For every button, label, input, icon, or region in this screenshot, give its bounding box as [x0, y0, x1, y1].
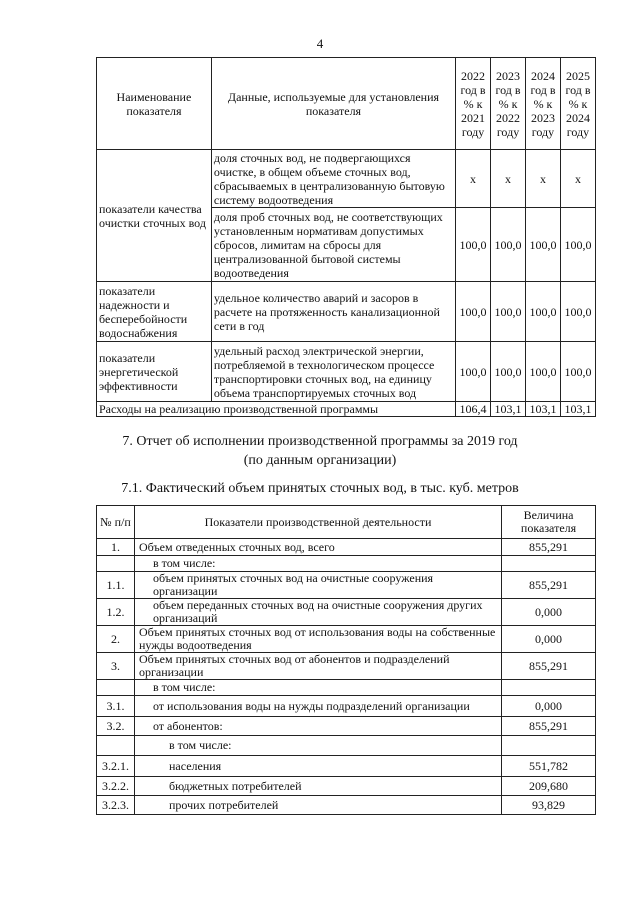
row-number: 3. [97, 653, 135, 680]
header-indicator: Показатели производственной деятельности [134, 506, 501, 539]
row-value: 100,0 [526, 208, 561, 282]
wastewater-volume-table [96, 505, 596, 815]
row-number: 3.2.1. [97, 756, 135, 777]
row-value: х [456, 150, 491, 208]
row-number: 3.1. [97, 696, 135, 717]
header-2023: 2023 год в % к 2022 году [491, 58, 526, 150]
group-name: показатели энергетической эффективности [97, 342, 212, 402]
row-indicator: Объем принятых сточных вод от абонентов и подразделений организации [134, 653, 501, 680]
total-label: Расходы на реализацию производственной программы [97, 402, 456, 417]
row-number: 3.2. [97, 717, 135, 736]
row-value: 551,782 [502, 756, 596, 777]
row-number [97, 680, 135, 696]
header-number: № п/п [97, 506, 135, 539]
table-row [97, 539, 596, 556]
row-indicator: Объем отведенных сточных вод, всего [134, 539, 501, 556]
row-number [97, 736, 135, 756]
table-row [97, 626, 596, 653]
performance-indicators-table [96, 57, 596, 417]
row-number: 1.2. [97, 599, 135, 626]
row-value: 100,0 [526, 282, 561, 342]
row-value: 0,000 [502, 696, 596, 717]
table-row [97, 680, 596, 696]
row-value: 100,0 [560, 208, 595, 282]
section-7-1-title: 7.1. Фактический объем принятых сточных вод, в тыс. куб. метров [121, 481, 519, 496]
row-indicator: Объем принятых сточных вод от использования воды на собственные нужды водоотведения [134, 626, 501, 653]
row-description: доля проб сточных вод, не соответствующих установленным нормативам допустимых сбросов, лимитам на сбросы для централизованной бытовой системы водоотведения [211, 208, 455, 282]
row-value: 100,0 [456, 208, 491, 282]
row-indicator: от использования воды на нужды подразделений организации [134, 696, 501, 717]
row-value: 100,0 [526, 342, 561, 402]
table-row [97, 556, 596, 572]
row-value: 0,000 [502, 599, 596, 626]
row-description: удельный расход электрической энергии, потребляемой в технологическом процессе транспортировки сточных вод, на единицу объема транспортируемых сточных вод [211, 342, 455, 402]
row-value: 100,0 [456, 342, 491, 402]
row-indicator: прочих потребителей [134, 796, 501, 815]
table-row [97, 282, 596, 342]
row-value: 100,0 [491, 282, 526, 342]
table-row [97, 696, 596, 717]
row-number: 1.1. [97, 572, 135, 599]
header-indicator-name: Наименование показателя [97, 58, 212, 150]
row-indicator: в том числе: [134, 556, 501, 572]
header-value: Величина показателя [502, 506, 596, 539]
table-body [97, 539, 596, 815]
row-description: доля сточных вод, не подвергающихся очистке, в общем объеме сточных вод, сбрасываемых в централизованную бытовую систему водоотведения [211, 150, 455, 208]
row-value: 100,0 [560, 282, 595, 342]
row-value: х [491, 150, 526, 208]
table-header-row [97, 58, 596, 150]
row-value: 855,291 [502, 539, 596, 556]
row-value: 855,291 [502, 717, 596, 736]
row-number: 1. [97, 539, 135, 556]
row-value: 855,291 [502, 653, 596, 680]
row-number: 3.2.3. [97, 796, 135, 815]
row-value: 100,0 [491, 342, 526, 402]
row-indicator: объем принятых сточных вод на очистные сооружения организации [134, 572, 501, 599]
table-row [97, 599, 596, 626]
table-row [97, 150, 596, 208]
table-row [97, 572, 596, 599]
row-indicator: в том числе: [134, 680, 501, 696]
row-indicator: бюджетных потребителей [134, 777, 501, 796]
row-number: 3.2.2. [97, 777, 135, 796]
section-7-subtitle: (по данным организации) [243, 453, 397, 468]
total-value: 106,4 [456, 402, 491, 417]
total-value: 103,1 [526, 402, 561, 417]
row-value: 100,0 [560, 342, 595, 402]
row-value: 209,680 [502, 777, 596, 796]
row-value: 100,0 [456, 282, 491, 342]
row-value: х [526, 150, 561, 208]
total-value: 103,1 [491, 402, 526, 417]
row-value [502, 736, 596, 756]
section-7-title: 7. Отчет об исполнении производственной программы за 2019 год [122, 434, 518, 449]
row-indicator: объем переданных сточных вод на очистные сооружения других организаций [134, 599, 501, 626]
table-row [97, 342, 596, 402]
table-row [97, 653, 596, 680]
page-number: 4 [316, 36, 324, 51]
group-name: показатели надежности и бесперебойности водоснабжения [97, 282, 212, 342]
row-value: 0,000 [502, 626, 596, 653]
row-number: 2. [97, 626, 135, 653]
table-total-row [97, 402, 596, 417]
row-value: 100,0 [491, 208, 526, 282]
row-value [502, 680, 596, 696]
table-row [97, 756, 596, 777]
group-name: показатели качества очистки сточных вод [97, 150, 212, 282]
table-row [97, 736, 596, 756]
row-indicator: населения [134, 756, 501, 777]
row-value: 855,291 [502, 572, 596, 599]
row-description: удельное количество аварий и засоров в расчете на протяженность канализационной сети в год [211, 282, 455, 342]
row-value: х [560, 150, 595, 208]
row-value [502, 556, 596, 572]
row-indicator: в том числе: [134, 736, 501, 756]
header-2024: 2024 год в % к 2023 году [526, 58, 561, 150]
table-row [97, 717, 596, 736]
header-2022: 2022 год в % к 2021 году [456, 58, 491, 150]
total-value: 103,1 [560, 402, 595, 417]
table-row [97, 777, 596, 796]
row-indicator: от абонентов: [134, 717, 501, 736]
row-value: 93,829 [502, 796, 596, 815]
table-row [97, 796, 596, 815]
row-number [97, 556, 135, 572]
header-2025: 2025 год в % к 2024 году [560, 58, 595, 150]
header-data-used: Данные, используемые для установления показателя [211, 58, 455, 150]
table-header-row [97, 506, 596, 539]
